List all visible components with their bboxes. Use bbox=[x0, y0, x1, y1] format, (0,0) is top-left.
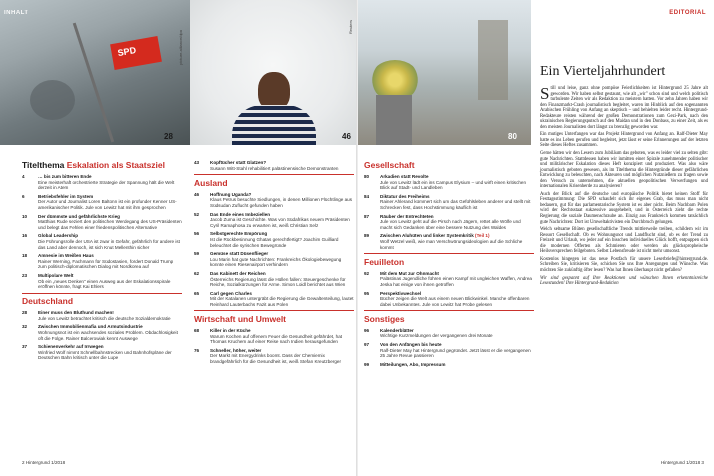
photo-page-number: 80 bbox=[508, 132, 517, 141]
toc-entries bbox=[194, 160, 354, 171]
toc-page-number: 89 bbox=[364, 233, 370, 239]
toc-entry bbox=[22, 233, 182, 250]
toc-section-title: Sonstiges bbox=[364, 313, 405, 324]
toc-entry bbox=[194, 160, 354, 171]
toc-entry bbox=[22, 194, 182, 211]
toc-entry-title: Kalenderblätter bbox=[380, 327, 414, 333]
toc-page-number: 28 bbox=[22, 310, 28, 316]
photo-street-flowers bbox=[358, 0, 531, 145]
toc-column-2 bbox=[194, 160, 354, 368]
toc-entry-title: Carl gegen Charles bbox=[210, 290, 252, 296]
toc-entry-title: Schienenverkehr auf Irrwegen bbox=[38, 344, 104, 350]
toc-page-number: 95 bbox=[364, 290, 370, 296]
toc-entries bbox=[194, 328, 354, 365]
toc-entry bbox=[194, 348, 354, 365]
toc-entry bbox=[364, 194, 534, 211]
toc-entries bbox=[364, 271, 534, 308]
toc-entry-title: Hoffnung Uganda? bbox=[210, 191, 252, 197]
toc-entry-description: Der Autor und Journalist Loren Baltonn ist ein profunder Kenner US-amerikanischer Politik. Jule von Lewitz hat mit ihm gesprochen bbox=[38, 199, 177, 210]
toc-entry bbox=[22, 273, 182, 290]
toc-entry-description: Matthias Rude seziert den politischen Werdegang des US-Präsidenten und belegt das Fehlen einer friedenspolitischen Alternative bbox=[38, 219, 182, 230]
flowers bbox=[370, 60, 420, 100]
toc-page-number: 96 bbox=[364, 327, 370, 333]
toc-page-number: 92 bbox=[364, 270, 370, 276]
toc-entry bbox=[194, 271, 354, 288]
toc-entry bbox=[364, 214, 534, 231]
toc-entry-title: Betriebsfehler im System bbox=[38, 193, 94, 199]
toc-entry-title: Das Kabinett der Reichen bbox=[210, 270, 266, 276]
section-label-left: INHALT bbox=[4, 10, 29, 16]
toc-entry bbox=[364, 291, 534, 308]
toc-page-number: 76 bbox=[194, 347, 200, 353]
toc-page-number: 10 bbox=[22, 213, 28, 219]
toc-entries bbox=[194, 192, 354, 308]
toc-page-number: 4 bbox=[22, 174, 25, 179]
toc-section-title: Ausland bbox=[194, 177, 228, 188]
toc-entry-description: Ob ein „neues Denken" einen Ausweg aus der Eskalationsspirale eröffnen könnte, fragt Kai Ehlers bbox=[38, 278, 171, 290]
toc-entry bbox=[194, 231, 354, 248]
photo-page-number: 46 bbox=[342, 132, 351, 141]
toc-entry bbox=[364, 328, 534, 339]
toc-page-number: 56 bbox=[194, 231, 200, 237]
toc-page-number: 59 bbox=[194, 251, 200, 257]
toc-entry-title: Arkadien statt Revolte bbox=[380, 174, 429, 179]
toc-entry-description: Der Markt mit Energydrinks boomt. Dass der Chemiemix brandgefährlich für die Gesundheit ist, weiß Stefan Kreutzberger bbox=[210, 353, 341, 365]
toc-entry-description: Wolf Wetzel weiß, wie man Verschwörungsideologien auf die Schliche kommt bbox=[380, 238, 523, 250]
toc-entry-description: Jule von Lewitz betrachtet kritisch die deutsche Sozialdemokratie bbox=[38, 315, 171, 321]
toc-entry-title: Schneller, höher, weiter bbox=[210, 347, 262, 353]
flower-pot bbox=[376, 95, 412, 145]
toc-entry-description: Mit der Katalanen untergräbt die Regierung die Gewaltenteilung, lautet Reinhard Lauterbachs Fazit aus Polen bbox=[210, 296, 354, 307]
toc-section-title: Deutschland bbox=[22, 296, 74, 307]
flag-text: SPD bbox=[116, 45, 137, 59]
toc-section-title: Gesellschaft bbox=[364, 160, 415, 170]
toc-entry-description: Wohnungsnot ist ein wachsendes soziales Problem. Obdachlosigkeit oft die Folge. Rainer Balcerowiak kennt Auswege bbox=[38, 330, 178, 341]
toc-entries bbox=[22, 310, 182, 361]
toc-entry-description: Wichtige Kurzmeldungen der vergangenen drei Monate bbox=[380, 333, 493, 339]
toc-entry-title: Killer in der Küche bbox=[210, 328, 251, 334]
spd-flag bbox=[110, 36, 162, 70]
toc-entry bbox=[364, 342, 534, 359]
photo-spd-flag bbox=[0, 0, 190, 145]
folio-right: Hintergrund 1/2018 3 bbox=[660, 460, 704, 465]
toc-entry bbox=[364, 174, 534, 191]
toc-entry bbox=[364, 271, 534, 288]
toc-entry-title: Perspektivwechsel bbox=[380, 290, 422, 296]
toc-entry-title: Selbstgerechte Empörung bbox=[210, 231, 268, 237]
toc-entry-description: Bücher zeigen die Welt aus einem neuen Blickwinkel. Manche offenbaren dabei Unbekanntes. Jule von Lewitz hat Probe gelesen bbox=[380, 296, 530, 307]
toc-entry-description: Ist die Rückbesinnung Ghatas gerechtfertigt? Joachim Guilliard beleuchtet die syrischen Bewegründe bbox=[210, 236, 339, 248]
toc-entry-title: Mit dem Mut zur Ohnmacht bbox=[380, 270, 439, 276]
photo-credit: Reuters bbox=[348, 20, 353, 35]
toc-entry-title: Gemüse statt Düsenflieger bbox=[210, 251, 269, 257]
toc-page-number: 16 bbox=[22, 233, 28, 239]
toc-entry-title: Amnesie im Weißen Haus bbox=[38, 253, 94, 259]
toc-page-number: 99 bbox=[364, 361, 370, 367]
toc-entry bbox=[22, 253, 182, 270]
toc-entry-title: Mitteilungen, Abo, Impressum bbox=[380, 361, 446, 367]
toc-column-3 bbox=[364, 160, 534, 370]
toc-entry-description: Warum Kochen auf offenem Feuer die Gesundheit gefährdet, hat Thomas Kruchem auf einer Reise nach Indien herausgefunden bbox=[210, 333, 343, 345]
toc-entry-title: Zwischen Immobilienmafia und Armutsindustrie bbox=[38, 324, 143, 330]
toc-entry-description: Jacob Zuma ist Geschichte. Was von Südafrikas neuem Präsidenten Cyril Ramaphosa zu erwarten ist, weiß Christian Selz bbox=[210, 217, 350, 228]
toc-page-number: 84 bbox=[364, 193, 370, 199]
editorial-paragraph: Still und leise, ganz ohne pompöse Feierlichkeiten ist Hintergrund 25 Jahre alt geworden. Wir haben selbst gestaunt, wie alt „wir" schon sind und welch politisch turbulente Zeiten wir als Redaktion zu meistern hatten. Vor zehn Jahren haben wir den Finanzmarkt-Crash journalistisch begleitet, waren im Hinblick auf den sogenannten Arabischen Frühling von Anfang an skeptisch – und behielten leider recht. Hintergrund-Redakteure reisten während der großen Demonstrationen zum Gezi-Park, nach den ukrainischen Regierungsputsch auf den Maidan und in den Donbass, zu einer Zeit, als es den meisten Journalisten dort längst zu brenzlig geworden war. bbox=[540, 84, 708, 130]
toc-page-number: 52 bbox=[194, 211, 200, 217]
toc-entries bbox=[22, 174, 182, 290]
toc-entry bbox=[22, 344, 182, 361]
toc-section-title: Wirtschaft und Umwelt bbox=[194, 314, 287, 325]
toc-page-number: 46 bbox=[194, 191, 200, 197]
toc-page-number: 37 bbox=[22, 344, 28, 350]
toc-page-number: 62 bbox=[194, 270, 200, 276]
toc-entry-title: Diktatur des Freiheims bbox=[380, 193, 430, 199]
toc-page-number: 23 bbox=[22, 272, 28, 278]
toc-page-number: 80 bbox=[364, 174, 370, 179]
toc-entry-title: Multipolare Welt bbox=[38, 272, 74, 278]
portrait-shirt bbox=[232, 105, 316, 145]
toc-entry-description: Ralf-Dieter May hat Hintergrund gegründet. Jetzt lässt er die vergangenen 25 Jahre Revue passieren bbox=[380, 347, 531, 359]
toc-entry-title: Räuber der Entrechteten bbox=[380, 213, 434, 219]
toc-entry-title: Zwischen Aluhüten und linker Systemkritik (Teil 1) bbox=[380, 233, 490, 239]
toc-entry-description: Rainer Ahlerand kümmert sich um das Gefühlsleben anderer und stellt mit Schrecken fest, dass Hochstimmung käuflich ist bbox=[380, 199, 531, 210]
editorial-sign-off: Wir sind gespannt auf Ihre Reaktionen und wünschen Ihnen erkenntnisreiche Lesestunden! Ihre Hintergrund-Redaktion bbox=[540, 275, 708, 287]
flag-pole bbox=[73, 23, 114, 143]
photo-page-number: 28 bbox=[164, 132, 173, 141]
toc-entry-description: Winfried Wolf nimmt Schnellbahnstrecken und Bahnhofspläne der Deutschen Bahn kritisch unter die Lupe bbox=[38, 349, 172, 361]
toc-entry bbox=[194, 328, 354, 345]
toc-page-number: 87 bbox=[364, 213, 370, 219]
toc-entry-description: Eine meisterhaft orchestrierte Strategie der Spannung hält die Welt derzeit in Atem bbox=[38, 179, 175, 191]
toc-entry bbox=[22, 310, 182, 321]
toc-entry-description: Palästinas Jugendliche führen einen Kampf mit ungleichen Waffen, Andrea Jeska hat einige von ihnen getroffen bbox=[380, 276, 532, 287]
toc-entries bbox=[364, 328, 534, 368]
toc-entries bbox=[364, 174, 534, 250]
toc-page-number: 97 bbox=[364, 342, 370, 348]
toc-page-number: 18 bbox=[22, 253, 28, 259]
toc-entry bbox=[194, 291, 354, 308]
toc-entry-title: Das Ende eines Imbeziellen bbox=[210, 211, 270, 217]
toc-entry bbox=[194, 192, 354, 209]
toc-entry-title: Der dümmste und gefährlichste Krieg bbox=[38, 213, 120, 219]
section-label-right: EDITORIAL bbox=[669, 10, 706, 16]
toc-entry-description: Die Führungsrolle der USA ist zwar in Gefahr, gefährlich für andere ist das Land aber dennoch, ist sich Knut Mellenthin sicher bbox=[38, 238, 180, 250]
toc-entry bbox=[22, 214, 182, 231]
toc-entry bbox=[364, 362, 534, 368]
toc-page-number: 65 bbox=[194, 290, 200, 296]
editorial-body bbox=[540, 86, 708, 287]
editorial-paragraph: Gerne hätten wir den Lesern zum Jubiläum das geboten, was es leider viel zu selten gibt: gute Nachrichten. Stattdessen haben wir inmitten einer Spirale zunehmender politischer und militärischer Eskalation dieses Heft konzipiert und produziert. Was also wäre journalistisch geboten gewesen, als im Titelthema die Hintergründe dieser gefährlichen Entwicklung zu beleuchten, nach Akteuren und möglichen Nutznießern zu fragen sowie den Versuch zu unternehmen, die aktuellen geopolitischen Verwerfungen und internationalen Krisenherde zu analysieren? bbox=[540, 151, 708, 190]
toc-page-number: 43 bbox=[194, 160, 200, 165]
toc-entry-description: Klaus Petrus besuchte Siedlungen, in denen Millionen Flüchtlinge aus Südsudan Zuflucht gefunden haben bbox=[210, 197, 352, 208]
toc-page-number: 6 bbox=[22, 193, 25, 199]
toc-entry-description: Rainer Werning, Fachmann für Südostasien, fordert Donald Trump zum politisch-diplomatischen Dialog mit Nordkorea auf bbox=[38, 258, 174, 270]
toc-entry bbox=[22, 174, 182, 191]
toc-column-1 bbox=[22, 160, 182, 364]
toc-entry-description: Jule von Lewitz lädt ein ins Campus Elysium – und wirft einen kritischen Blick auf Stadt- und Landleben bbox=[380, 179, 527, 191]
folio-left: 2 Hintergrund 1/2018 bbox=[22, 460, 66, 465]
toc-entry-title: … bis zum bitteren Ende bbox=[38, 174, 92, 179]
editorial-title: Ein Vierteljahrhundert bbox=[540, 64, 666, 79]
editorial bbox=[540, 64, 708, 289]
toc-entry-title: Global Leadership bbox=[38, 233, 79, 239]
toc-section-title: Titelthema Eskalation als Staatsziel bbox=[22, 160, 166, 170]
editorial-paragraph: Ein mutiges Unterfangen war das Projekt Hintergrund von Anfang an. Ralf-Dieter May hatte es ins Leben gerufen und begleitet, jetzt lässt er seine Erinnerungen auf der letzten Seite dieses Heftes zusammen. bbox=[540, 132, 708, 149]
toc-entry-title: Kopftücher statt Glatzen? bbox=[210, 160, 267, 165]
toc-page-number: 32 bbox=[22, 324, 28, 330]
toc-entry bbox=[364, 233, 534, 250]
toc-entry-description: Jule von Lewitz geht auf die Pirsch nach Jägern, rettet alle Wölfe und macht sich Gedanken über eine bessere Nutzung des Waldes bbox=[380, 219, 521, 230]
toc-entry-description: Österreichs Regierung lässt die Hüllen fallen: Steuergeschenke für Reiche, Sozialkürzungen für Arme. Simon Loidl berichtet aus Wien bbox=[210, 276, 346, 288]
toc-section-title: Feuilleton bbox=[364, 256, 405, 267]
toc-entry-description: Lou Marin hat gute Nachrichten: Frankreichs Ökologiebewegung konnte einen Riesenairport verhindern bbox=[210, 256, 342, 268]
editorial-paragraph: Welch seltsame Blüten gesellschaftliche Trends mittlerweile treiben, schildern wir im Ressort Gesellschaft. Ob es Wohnungsnot und Landflucht sind, ob es der Trend zu Freizeit und Urlaub, wo jeder auf ein bisschen individuelles Glück hofft, entpuppen sich die modernen Offerten als Schmieren oder werden als glückspropheische Heilsversprechen feilgeboten. Selbst Lebensfreude ist nicht mehr umsonst. bbox=[540, 227, 708, 255]
editorial-paragraph: Kostenlos hingegen ist das neue Postfach für unsere Leserbriefe@hintergrund.de. Schreiben Sie, kritisieren Sie, schicken Sie uns Ihre Anregungen und Wünsche. Was möchten Sie zukünftig öfter lesen? Was hat Ihnen überhaupt nicht gefallen? bbox=[540, 256, 708, 273]
editorial-dropcap: S bbox=[540, 84, 550, 103]
photo-portrait bbox=[190, 0, 356, 145]
toc-entry bbox=[22, 324, 182, 341]
toc-entry-title: Von den Anfängen bis heute bbox=[380, 342, 442, 348]
photo-credit: picture-alliance/dpa bbox=[178, 30, 183, 65]
toc-entry bbox=[194, 212, 354, 229]
toc-entry-description: Susann Witt-Stahl rehabilitiert palästinensische Demonstranten bbox=[210, 165, 339, 171]
toc-entry-title: Einer muss den Bluthund machen! bbox=[38, 310, 114, 316]
toc-entry bbox=[194, 251, 354, 268]
editorial-paragraph: Auch der Blick auf die deutsche und europäische Politik bietet keinen Stoff für Festtagsstimmung: Die SPD schaufelt sich ihr eigenes Grab, das muss man nicht bedauern, gut für das parlamentarische System ist es aber nicht. Beim Nachbarn Polen wird der Rechtsstaat sukzessive ausgehebelt, und in Österreich zieht die rechte Regierung die soziale Daumenschraube an. Einzig aus Frankreich kommen tatsächlich gute Nachrichten: Dort ist Umweltaktivisten ein Durchbruch gelungen. bbox=[540, 191, 708, 225]
toc-page-number: 68 bbox=[194, 328, 200, 334]
